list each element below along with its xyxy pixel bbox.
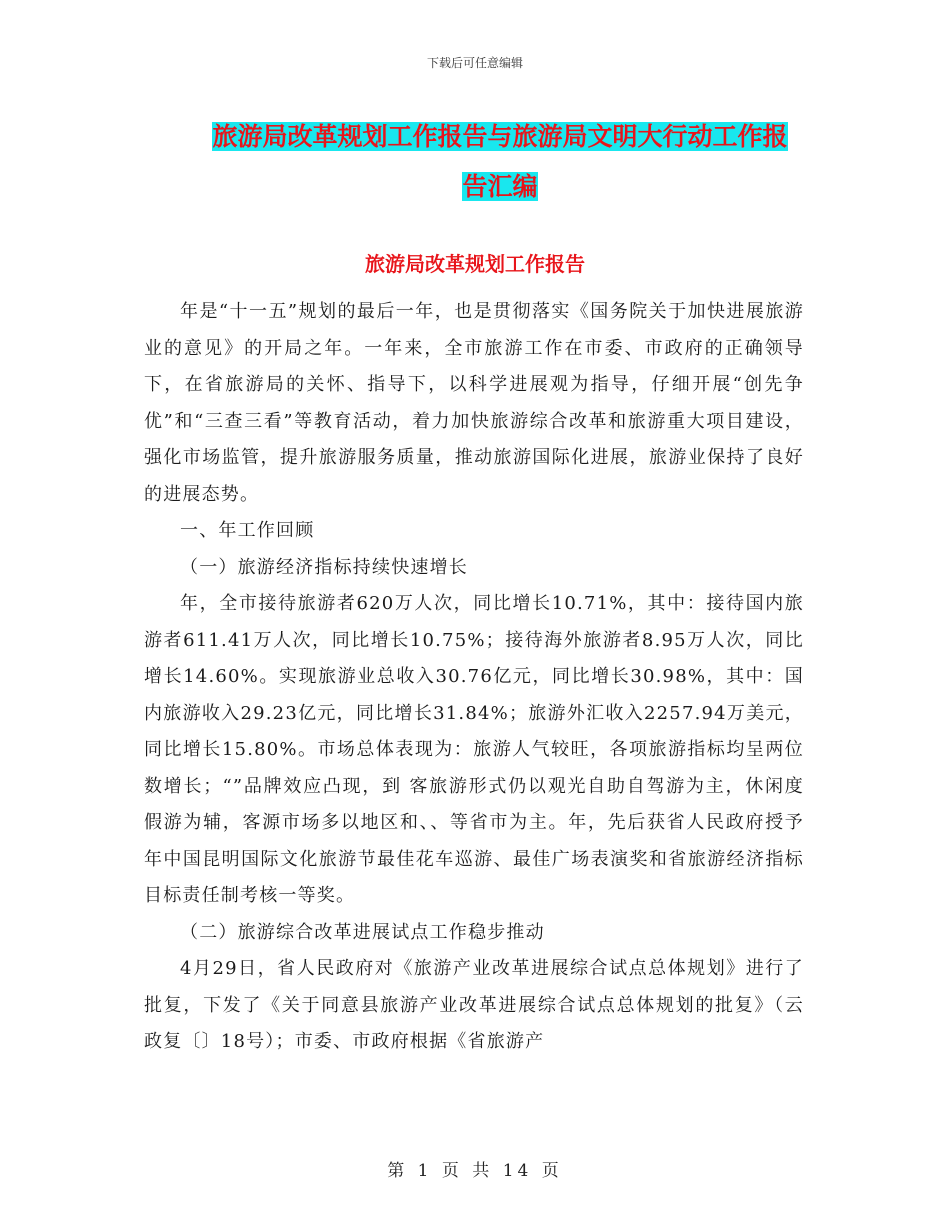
- paragraph-reform: 4月29日，省人民政府对《旅游产业改革进展综合试点总体规划》进行了批复，下发了《关于同意县旅游产业改革进展综合试点总体规划的批复》（云政复〔〕18号）；市委、市政府根据《省旅游产: [144, 958, 805, 1052]
- document-title: [190, 112, 810, 212]
- subheading-indicators: （一）旅游经济指标持续快速增长: [180, 556, 468, 578]
- paragraph-intro: 年是“十一五”规划的最后一年，也是贯彻落实《国务院关于加快进展旅游业的意见》的开局之年。一年来，全市旅游工作在市委、市政府的正确领导下，在省旅游局的关怀、指导下，以科学进展观为指导，仔细开展“创先争优”和“三查三看”等教育活动，着力加快旅游综合改革和旅游重大项目建设，强化市场监管，提升旅游服务质量，推动旅游国际化进展，旅游业保持了良好的进展态势。: [144, 301, 804, 505]
- document-title-line-1: 旅游局改革规划工作报告与旅游局文明大行动工作报: [212, 122, 788, 151]
- header-note: 下载后可任意编辑: [426, 56, 523, 70]
- document-title-line-2: 告汇编: [462, 172, 538, 201]
- subheading-reform: （二）旅游综合改革进展试点工作稳步推动: [180, 921, 545, 943]
- body-text: [144, 294, 804, 1061]
- heading-review: 一、年工作回顾: [180, 520, 315, 541]
- paragraph-indicators: 年，全市接待旅游者620万人次，同比增长10.71%，其中：接待国内旅游者611.41万人次，同比增长10.75%；接待海外旅游者8.95万人次，同比增长14.60%。实现旅游业总收入30.76亿元，同比增长30.98%，其中：国内旅游收入29.23亿元，同比增长31.84%；旅游外汇收入2257.94万美元，同比增长15.80%。市场总体表现为：旅游人气较旺，各项旅游指标均呈两位数增长；“”品牌效应凸现，到 客旅游形式仍以观光自助自驾游为主，休闲度假游为辅，客源市场多以地区和、、等省市为主。年，先后获省人民政府授予年中国昆明国际文化旅游节最佳花车巡游、最佳广场表演奖和省旅游经济指标目标责任制考核一等奖。: [144, 593, 804, 906]
- section-title: 旅游局改革规划工作报告: [365, 252, 585, 276]
- page-footer: 第 1 页 共 14 页: [387, 1161, 563, 1181]
